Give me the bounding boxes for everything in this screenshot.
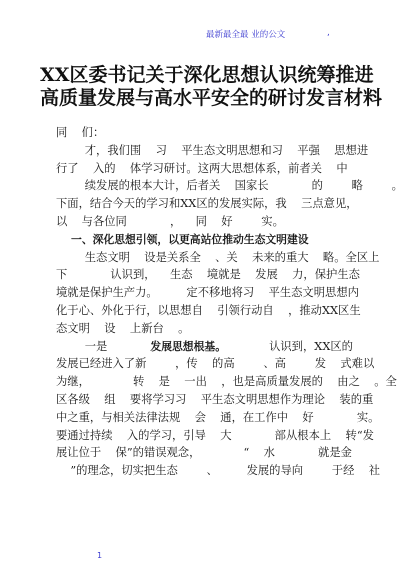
body-line: 态文明 设 上新台 。: [56, 321, 190, 335]
title-line-1: XX区委书记关于深化思想认识统筹推进: [40, 64, 374, 86]
body-line: 化于心、外化于行，以思想自 引领行动自 ，推动XX区生: [56, 303, 361, 317]
body-line: 生态文明 设是关系全 、关 未来的重大 略。全区上: [56, 250, 380, 264]
body-line: 区各级 组 要将学习习 平生态文明思想作为理论 装的重: [56, 392, 374, 406]
body-line: 下 认识到， 生态 境就是 发展 力，保护生态: [56, 268, 360, 282]
body-line: 为继， 转 是 一出 ，也是高质量发展的 由之 。全: [56, 375, 397, 389]
body-line: 境就是保护生产力。 定不移地将习 平生态文明思想内: [56, 286, 359, 300]
body-line: 才，我们围 习 平生态文明思想和习 平强 思想进: [56, 143, 369, 157]
body-line: 下面，结合今天的学习和XX区的发展实际，我 三点意见，: [56, 197, 358, 211]
emphasis-suffix: 认识到，XX区的: [226, 339, 353, 353]
header-link[interactable]: 最新最全最 业的公文: [206, 30, 286, 40]
body-line: ”的理念，切实把生态 、 发展的导向 于经 社: [56, 464, 381, 478]
document-body: [56, 124, 403, 480]
body-line: 以 与各位同 ， 同 好 实。: [56, 214, 284, 228]
title-line-2: 高质量发展与高水平安全的研讨发言材料: [40, 87, 383, 109]
body-line: 展让位于 保”的错误观念， “ 水 就是金: [56, 446, 352, 460]
body-line: 续发展的根本大计，后者关 国家长 的 略 。: [56, 179, 403, 193]
page-header: [0, 28, 408, 42]
emphasis-line: [56, 338, 362, 356]
page-number: 1: [97, 551, 103, 560]
body-line: 同 们：: [56, 126, 105, 139]
body-line: 中之重，与相关法律法规 会 通，在工作中 好 实。: [56, 410, 380, 424]
emphasis-prefix: 一是: [56, 339, 151, 353]
header-mark: ,: [327, 28, 330, 38]
emphasis-bold: 发展思想根基。: [150, 339, 226, 353]
body-line: 行了 入的 体学习研讨。这两大思想体系，前者关 中: [56, 161, 348, 175]
section-heading: 一、深化思想引领，以更高站位推动生态文明建设: [56, 232, 309, 246]
document-title: [40, 64, 383, 110]
body-line: 发展已经进入了新 ，传 的高 、高 发 式难以: [56, 357, 375, 371]
body-line: 要通过持续 入的学习，引导 大 部从根本上 转“发: [56, 428, 374, 442]
